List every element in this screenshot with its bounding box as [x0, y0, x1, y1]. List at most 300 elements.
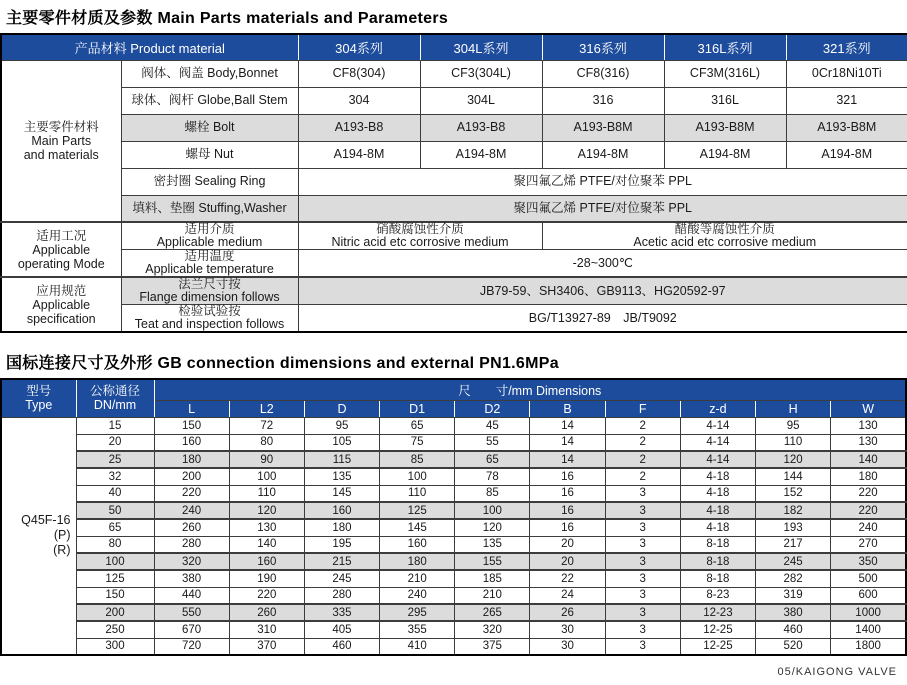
- dimension-cell-line: 550: [182, 606, 202, 619]
- value-cell: [420, 60, 542, 87]
- row-label-line: 检验试验按: [178, 304, 241, 318]
- dimension-cell: [304, 638, 379, 655]
- dimension-cell: [605, 621, 680, 638]
- dimension-cell: [380, 468, 455, 485]
- dimension-cell: [455, 485, 530, 502]
- dimensions-table-title: 国标连接尺寸及外形 GB connection dimensions and external PN1.6MPa: [6, 355, 559, 372]
- group-label-line: operating Mode: [17, 256, 105, 271]
- table-row: [1, 621, 906, 638]
- dimension-cell-line: 270: [858, 538, 878, 551]
- dimension-cell-line: 20: [561, 538, 574, 551]
- dimension-cell-line: 135: [332, 470, 352, 483]
- dimension-cell: [605, 417, 680, 434]
- dimension-cell: [455, 468, 530, 485]
- dimension-cell: [304, 604, 379, 621]
- type-header-zh: 型号: [26, 384, 52, 399]
- col-header-f: F: [605, 400, 680, 417]
- dimension-cell-line: 2: [639, 470, 646, 483]
- dimension-cell-line: 410: [407, 640, 427, 653]
- dimension-cell-line: 220: [858, 487, 878, 500]
- table-row: [1, 305, 907, 333]
- dimension-cell-line: 26: [561, 606, 574, 619]
- dimension-cell: [76, 451, 154, 468]
- dimension-cell: [530, 485, 605, 502]
- dimension-cell-line: 85: [485, 487, 499, 500]
- dimension-cell: [304, 621, 379, 638]
- table-row: [1, 587, 906, 604]
- table-row: [1, 141, 907, 168]
- dimension-cell-line: 4-14: [706, 419, 730, 432]
- value-cell-line: 316: [592, 93, 614, 107]
- dimension-cell-line: 215: [332, 555, 352, 568]
- table-row: [1, 485, 906, 502]
- dimension-cell-line: 50: [108, 504, 122, 517]
- series-header-321: 321系列: [786, 34, 907, 60]
- value-cell-line: Nitric acid etc corrosive medium: [331, 235, 509, 249]
- dimension-cell: [455, 621, 530, 638]
- dimension-cell-line: 72: [260, 419, 274, 432]
- dimension-cell-line: 500: [858, 572, 878, 585]
- dimension-cell: [304, 502, 379, 519]
- dimension-cell: [455, 604, 530, 621]
- dimension-cell-line: 210: [407, 572, 427, 585]
- dimension-cell: [229, 621, 304, 638]
- dimension-cell: [229, 417, 304, 434]
- group-label-line: Applicable: [32, 242, 91, 257]
- dimension-cell: [229, 553, 304, 570]
- dimension-cell: [76, 604, 154, 621]
- dimensions-table-body: [1, 417, 906, 655]
- dimension-cell-line: 319: [783, 589, 803, 602]
- dimension-cell: [756, 587, 831, 604]
- row-label: [121, 222, 298, 250]
- dimension-cell-line: 100: [105, 555, 125, 568]
- table-row: [1, 87, 907, 114]
- dimension-cell: [455, 417, 530, 434]
- dimension-cell: [380, 417, 455, 434]
- dimension-cell-line: 25: [108, 453, 122, 466]
- value-cell-line: CF8(304): [332, 66, 386, 80]
- dimension-cell: [154, 519, 229, 536]
- dimension-cell-line: 260: [182, 521, 202, 534]
- value-cell-line: A194-8M: [577, 147, 629, 161]
- row-label-line: 法兰尺寸按: [178, 277, 241, 291]
- dimension-cell-line: 200: [105, 606, 125, 619]
- dimension-cell: [530, 638, 605, 655]
- value-cell-line: Acetic acid etc corrosive medium: [633, 235, 817, 249]
- dimension-cell-line: 185: [482, 572, 502, 585]
- dimension-cell: [76, 553, 154, 570]
- table-row: [1, 114, 907, 141]
- table-row: [1, 60, 907, 87]
- dimension-cell: [530, 604, 605, 621]
- dimension-cell: [605, 468, 680, 485]
- col-header-b: B: [530, 400, 605, 417]
- value-cell: [664, 141, 786, 168]
- page: [0, 5, 907, 678]
- dimension-cell: [756, 451, 831, 468]
- value-cell: [298, 141, 420, 168]
- parts-table-body: [1, 60, 907, 332]
- group-label-line: 主要零件材料: [23, 119, 99, 134]
- dimension-cell-line: 140: [257, 538, 277, 551]
- dimension-cell-line: 2: [639, 436, 646, 449]
- dimension-cell: [756, 604, 831, 621]
- value-cell-line: CF3M(316L): [689, 66, 761, 80]
- dimension-cell-line: 120: [783, 453, 803, 466]
- dimension-cell-line: 14: [561, 436, 574, 449]
- dimension-cell-line: 375: [482, 640, 502, 653]
- value-cell-line: JB79-59、SH3406、GB9113、HG20592-97: [479, 283, 726, 298]
- dimension-cell: [756, 621, 831, 638]
- row-label-line: 阀体、阀盖 Body,Bonnet: [141, 66, 278, 80]
- dimension-cell-line: 24: [561, 589, 574, 602]
- dimension-cell-line: 65: [108, 521, 122, 534]
- value-cell-line: 0Cr18Ni10Ti: [811, 66, 882, 80]
- col-header-d1: D1: [380, 400, 455, 417]
- dimension-cell-line: 180: [858, 470, 878, 483]
- series-header-316: 316系列: [542, 34, 664, 60]
- dimension-cell-line: 150: [182, 419, 202, 432]
- dimension-cell: [831, 519, 906, 536]
- dimension-cell-line: 110: [407, 487, 427, 500]
- dimension-cell: [455, 502, 530, 519]
- dimension-cell: [831, 485, 906, 502]
- row-label: [121, 168, 298, 195]
- dimension-cell: [756, 502, 831, 519]
- type-value-cell: [1, 417, 76, 655]
- dimension-cell-line: 12-25: [703, 640, 733, 653]
- dimension-cell-line: 15: [108, 419, 122, 432]
- row-label-line: 适用温度: [184, 249, 235, 263]
- dimension-cell: [229, 519, 304, 536]
- dimension-cell-line: 240: [182, 504, 202, 517]
- value-cell: [298, 60, 420, 87]
- dimension-cell: [304, 417, 379, 434]
- dimension-cell-line: 130: [257, 521, 277, 534]
- row-label: [121, 195, 298, 222]
- dimension-cell-line: 180: [332, 521, 352, 534]
- dimension-cell-line: 120: [257, 504, 277, 517]
- dimension-cell-line: 160: [332, 504, 352, 517]
- dimension-cell: [530, 434, 605, 451]
- dimension-cell: [680, 434, 755, 451]
- dimension-cell: [154, 468, 229, 485]
- dimension-cell: [229, 451, 304, 468]
- dimension-cell: [76, 502, 154, 519]
- group-label: [1, 222, 121, 277]
- dimension-cell-line: 245: [332, 572, 352, 585]
- dimension-cell-line: 95: [335, 419, 349, 432]
- dimension-cell-line: 16: [561, 521, 574, 534]
- dimension-cell-line: 20: [561, 555, 574, 568]
- dimension-cell-line: 1800: [855, 640, 881, 653]
- group-label-line: and materials: [23, 147, 99, 162]
- dimension-cell: [680, 417, 755, 434]
- type-value-cell-line: (P): [53, 528, 71, 543]
- dimension-cell-line: 12-23: [703, 606, 733, 619]
- table-row: [1, 638, 906, 655]
- dimension-cell: [605, 519, 680, 536]
- dimension-cell-line: 4-18: [706, 487, 730, 500]
- dimension-cell: [831, 451, 906, 468]
- dn-header-zh: 公称通径: [89, 384, 140, 399]
- dimension-cell: [605, 570, 680, 587]
- table-row: [1, 451, 906, 468]
- dimension-cell-line: 16: [561, 470, 574, 483]
- dimension-cell: [76, 621, 154, 638]
- dimension-cell-line: 670: [182, 623, 202, 636]
- dimension-cell-line: 380: [783, 606, 803, 619]
- dn-header: [76, 379, 154, 417]
- dimensions-header-row-1: [1, 379, 906, 400]
- dimension-cell: [380, 536, 455, 553]
- table-row: [1, 536, 906, 553]
- dimension-cell: [756, 519, 831, 536]
- dimension-cell: [304, 553, 379, 570]
- value-cell: [298, 87, 420, 114]
- dimension-cell-line: 16: [561, 504, 574, 517]
- dimension-cell-line: 144: [783, 470, 803, 483]
- dimension-cell-line: 3: [639, 487, 646, 500]
- value-cell-line: A194-8M: [455, 147, 507, 161]
- dimension-cell-line: 193: [783, 521, 803, 534]
- row-label: [121, 141, 298, 168]
- row-label: [121, 277, 298, 305]
- dimension-cell: [605, 553, 680, 570]
- dimension-cell: [680, 587, 755, 604]
- dimension-cell: [756, 570, 831, 587]
- dimension-cell: [304, 451, 379, 468]
- dimension-cell: [229, 570, 304, 587]
- row-label: [121, 114, 298, 141]
- dimension-cell: [756, 638, 831, 655]
- dimension-cell-line: 3: [639, 538, 646, 551]
- dimension-cell-line: 45: [485, 419, 499, 432]
- table-row: [1, 195, 907, 222]
- value-cell-line: A193-B8M: [573, 120, 633, 134]
- row-label: [121, 305, 298, 333]
- dimension-cell-line: 125: [105, 572, 125, 585]
- row-label-line: 密封圈 Sealing Ring: [153, 174, 266, 188]
- dimension-cell: [304, 434, 379, 451]
- value-cell: [542, 60, 664, 87]
- dimension-cell: [831, 502, 906, 519]
- dimension-cell: [304, 468, 379, 485]
- value-cell-line: 316L: [711, 93, 739, 107]
- value-cell-line: A194-8M: [333, 147, 385, 161]
- dimension-cell-line: 8-18: [706, 555, 730, 568]
- value-cell: [664, 87, 786, 114]
- dimension-cell-line: 80: [108, 538, 122, 551]
- dimension-cell: [304, 587, 379, 604]
- table-row: [1, 468, 906, 485]
- dimension-cell: [605, 434, 680, 451]
- dimension-cell: [605, 638, 680, 655]
- dimension-cell: [530, 519, 605, 536]
- value-cell-line: -28~300℃: [572, 255, 633, 270]
- dimension-cell-line: 12-25: [703, 623, 733, 636]
- dimension-cell: [530, 468, 605, 485]
- dimension-cell: [304, 485, 379, 502]
- dimension-cell: [756, 553, 831, 570]
- dimension-cell-line: 370: [257, 640, 277, 653]
- dimension-cell: [76, 587, 154, 604]
- dimension-cell: [154, 485, 229, 502]
- dimension-cell: [154, 638, 229, 655]
- dimension-cell-line: 210: [482, 589, 502, 602]
- dimension-cell: [680, 519, 755, 536]
- row-label: [121, 60, 298, 87]
- value-cell-line: CF8(316): [576, 66, 630, 80]
- dimension-cell-line: 4-14: [706, 453, 730, 466]
- dimension-cell-line: 240: [407, 589, 427, 602]
- row-label: [121, 87, 298, 114]
- value-cell-line: A193-B8M: [695, 120, 755, 134]
- dimension-cell: [605, 604, 680, 621]
- dimension-cell: [154, 604, 229, 621]
- value-cell: [786, 87, 907, 114]
- dimension-cell: [530, 417, 605, 434]
- dimension-cell: [680, 553, 755, 570]
- type-value-cell-line: (R): [53, 543, 71, 558]
- dimension-cell: [229, 587, 304, 604]
- dimension-cell-line: 520: [783, 640, 803, 653]
- dimension-cell-line: 295: [407, 606, 427, 619]
- dimension-cell-line: 130: [858, 436, 878, 449]
- dimension-cell-line: 16: [561, 487, 574, 500]
- dimension-cell: [605, 587, 680, 604]
- row-label-line: Teat and inspection follows: [134, 317, 285, 331]
- dimension-cell-line: 1000: [855, 606, 881, 619]
- value-cell: [420, 114, 542, 141]
- dimension-cell: [831, 434, 906, 451]
- dimension-cell-line: 145: [407, 521, 427, 534]
- dimension-cell-line: 78: [485, 470, 499, 483]
- dimensions-span-header: 尺 寸/mm Dimensions: [154, 379, 906, 400]
- dimension-cell-line: 85: [410, 453, 424, 466]
- dimension-cell-line: 245: [783, 555, 803, 568]
- dimension-cell-line: 182: [783, 504, 803, 517]
- col-header-l: L: [154, 400, 229, 417]
- dimension-cell-line: 180: [407, 555, 427, 568]
- series-header-304l: 304L系列: [420, 34, 542, 60]
- dimension-cell-line: 90: [260, 453, 274, 466]
- value-cell-line: 聚四氟乙烯 PTFE/对位聚苯 PPL: [513, 200, 693, 215]
- dimension-cell: [680, 502, 755, 519]
- dimension-cell-line: 320: [482, 623, 502, 636]
- value-cell: [298, 222, 542, 250]
- dimension-cell-line: 100: [407, 470, 427, 483]
- dimension-cell: [76, 638, 154, 655]
- dimension-cell-line: 4-18: [706, 504, 730, 517]
- dimension-cell-line: 8-23: [706, 589, 730, 602]
- value-cell-line: BG/T13927-89 JB/T9092: [528, 310, 677, 325]
- value-cell: [298, 250, 907, 278]
- dimension-cell: [380, 519, 455, 536]
- dimension-cell: [680, 570, 755, 587]
- dimension-cell: [455, 570, 530, 587]
- dimension-cell-line: 220: [182, 487, 202, 500]
- dimension-cell-line: 145: [332, 487, 352, 500]
- dimension-cell: [530, 502, 605, 519]
- table-row: [1, 570, 906, 587]
- dimension-cell: [530, 553, 605, 570]
- dimension-cell-line: 320: [182, 555, 202, 568]
- dimension-cell-line: 460: [332, 640, 352, 653]
- dimension-cell-line: 55: [485, 436, 499, 449]
- col-header-d: D: [304, 400, 379, 417]
- group-label-line: 应用规范: [36, 283, 87, 298]
- dimension-cell-line: 300: [105, 640, 125, 653]
- value-cell: [542, 222, 907, 250]
- dimension-cell-line: 220: [858, 504, 878, 517]
- dimension-cell: [831, 417, 906, 434]
- dimension-cell: [605, 536, 680, 553]
- dimension-cell-line: 160: [182, 436, 202, 449]
- dimension-cell-line: 720: [182, 640, 202, 653]
- dimension-cell-line: 30: [561, 623, 574, 636]
- dimension-cell: [756, 468, 831, 485]
- dimension-cell: [680, 485, 755, 502]
- dimension-cell: [229, 502, 304, 519]
- dimension-cell: [455, 638, 530, 655]
- dimension-cell-line: 30: [561, 640, 574, 653]
- value-cell-line: CF3(304L): [451, 66, 511, 80]
- dimension-cell-line: 32: [108, 470, 122, 483]
- value-cell-line: 醋酸等腐蚀性介质: [674, 222, 775, 236]
- row-label-line: 球体、阀杆 Globe,Ball Stem: [131, 93, 288, 107]
- dimension-cell: [831, 604, 906, 621]
- row-label-line: 螺母 Nut: [185, 147, 234, 161]
- dimension-cell: [680, 638, 755, 655]
- dimension-cell-line: 405: [332, 623, 352, 636]
- type-header: [1, 379, 76, 417]
- group-label-line: Applicable: [32, 297, 91, 312]
- parts-table: [0, 33, 907, 333]
- dimension-cell-line: 282: [783, 572, 803, 585]
- dimension-cell-line: 40: [108, 487, 122, 500]
- dimension-cell: [229, 604, 304, 621]
- table-row: [1, 277, 907, 305]
- row-label-line: Applicable temperature: [145, 262, 274, 276]
- group-label-line: Main Parts: [31, 133, 92, 148]
- dimension-cell-line: 3: [639, 623, 646, 636]
- dimension-cell-line: 75: [410, 436, 424, 449]
- row-label-line: 螺栓 Bolt: [184, 120, 235, 134]
- dimension-cell: [680, 451, 755, 468]
- dimension-cell: [154, 587, 229, 604]
- dimension-cell: [831, 621, 906, 638]
- dimension-cell: [76, 519, 154, 536]
- dimension-cell-line: 65: [485, 453, 499, 466]
- dimension-cell-line: 460: [783, 623, 803, 636]
- value-cell-line: A193-B8: [334, 120, 384, 134]
- dimension-cell: [154, 621, 229, 638]
- dimension-cell: [680, 604, 755, 621]
- dimension-cell: [380, 570, 455, 587]
- group-label-line: specification: [26, 311, 96, 326]
- dimension-cell-line: 100: [482, 504, 502, 517]
- table-row: [1, 502, 906, 519]
- dimension-cell-line: 3: [639, 521, 646, 534]
- value-cell-line: A193-B8M: [817, 120, 877, 134]
- type-header-en: Type: [25, 398, 53, 413]
- dimension-cell: [455, 519, 530, 536]
- dimension-cell-line: 280: [182, 538, 202, 551]
- dimension-cell-line: 130: [858, 419, 878, 432]
- dimension-cell: [530, 536, 605, 553]
